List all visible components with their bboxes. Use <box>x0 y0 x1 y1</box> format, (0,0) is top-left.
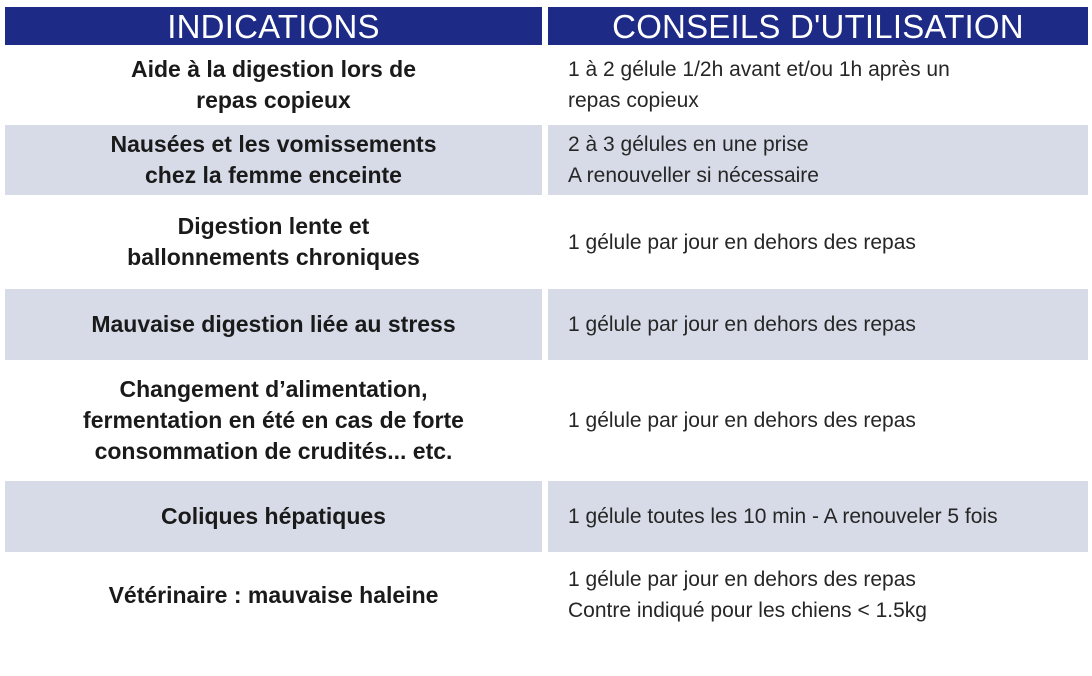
conseil-line: 1 gélule par jour en dehors des repas <box>568 409 916 432</box>
conseil-cell <box>548 200 1088 284</box>
indication-line: Mauvaise digestion liée au stress <box>91 311 456 337</box>
conseil-cell <box>548 557 1088 633</box>
conseil-line: 1 gélule toutes les 10 min - A renouveler 5 fois <box>568 505 998 528</box>
conseil-line: 1 gélule par jour en dehors des repas <box>568 568 916 591</box>
table-row <box>5 289 1088 360</box>
conseil-line: 1 à 2 gélule 1/2h avant et/ou 1h après un <box>568 58 950 81</box>
conseil-line: A renouveller si nécessaire <box>568 164 819 187</box>
indication-line: consommation de crudités... etc. <box>94 438 453 464</box>
indication-cell <box>5 50 542 120</box>
indication-line: Digestion lente et <box>177 213 370 239</box>
indication-line: Vétérinaire : mauvaise haleine <box>108 581 439 608</box>
table-row <box>5 125 1088 195</box>
indication-line: chez la femme enceinte <box>145 162 402 188</box>
indication-line: fermentation en été en cas de forte <box>83 407 464 433</box>
indication-line: Nausées et les vomissements <box>110 131 437 157</box>
conseils-header: CONSEILS D'UTILISATION <box>548 7 1088 45</box>
indication-cell <box>5 365 542 476</box>
conseil-line: Contre indiqué pour les chiens < 1.5kg <box>568 599 927 622</box>
conseil-cell <box>548 125 1088 195</box>
table-row <box>5 481 1088 552</box>
indication-line: Aide à la digestion lors de <box>130 56 416 82</box>
table-row <box>5 365 1088 476</box>
conseil-line: 1 gélule par jour en dehors des repas <box>568 230 916 254</box>
indication-line: Changement d’alimentation, <box>119 376 428 402</box>
indication-cell <box>5 200 542 284</box>
indication-line: ballonnements chroniques <box>127 244 420 270</box>
indication-cell <box>5 289 542 360</box>
conseil-line: 2 à 3 gélules en une prise <box>568 133 809 156</box>
indication-line: Coliques hépatiques <box>161 503 386 529</box>
conseil-cell <box>548 365 1088 476</box>
indication-line: repas copieux <box>196 87 351 113</box>
table-row <box>5 200 1088 284</box>
indication-cell <box>5 557 542 633</box>
table-row <box>5 50 1088 120</box>
indications-table <box>5 7 1088 633</box>
indication-cell <box>5 125 542 195</box>
indication-cell <box>5 481 542 552</box>
table-row <box>5 557 1088 633</box>
table-header <box>5 7 1088 45</box>
conseil-cell <box>548 289 1088 360</box>
conseil-line: 1 gélule par jour en dehors des repas <box>568 313 916 336</box>
indications-header: INDICATIONS <box>5 7 542 45</box>
conseil-cell <box>548 481 1088 552</box>
conseil-cell <box>548 50 1088 120</box>
conseil-line: repas copieux <box>568 89 699 112</box>
